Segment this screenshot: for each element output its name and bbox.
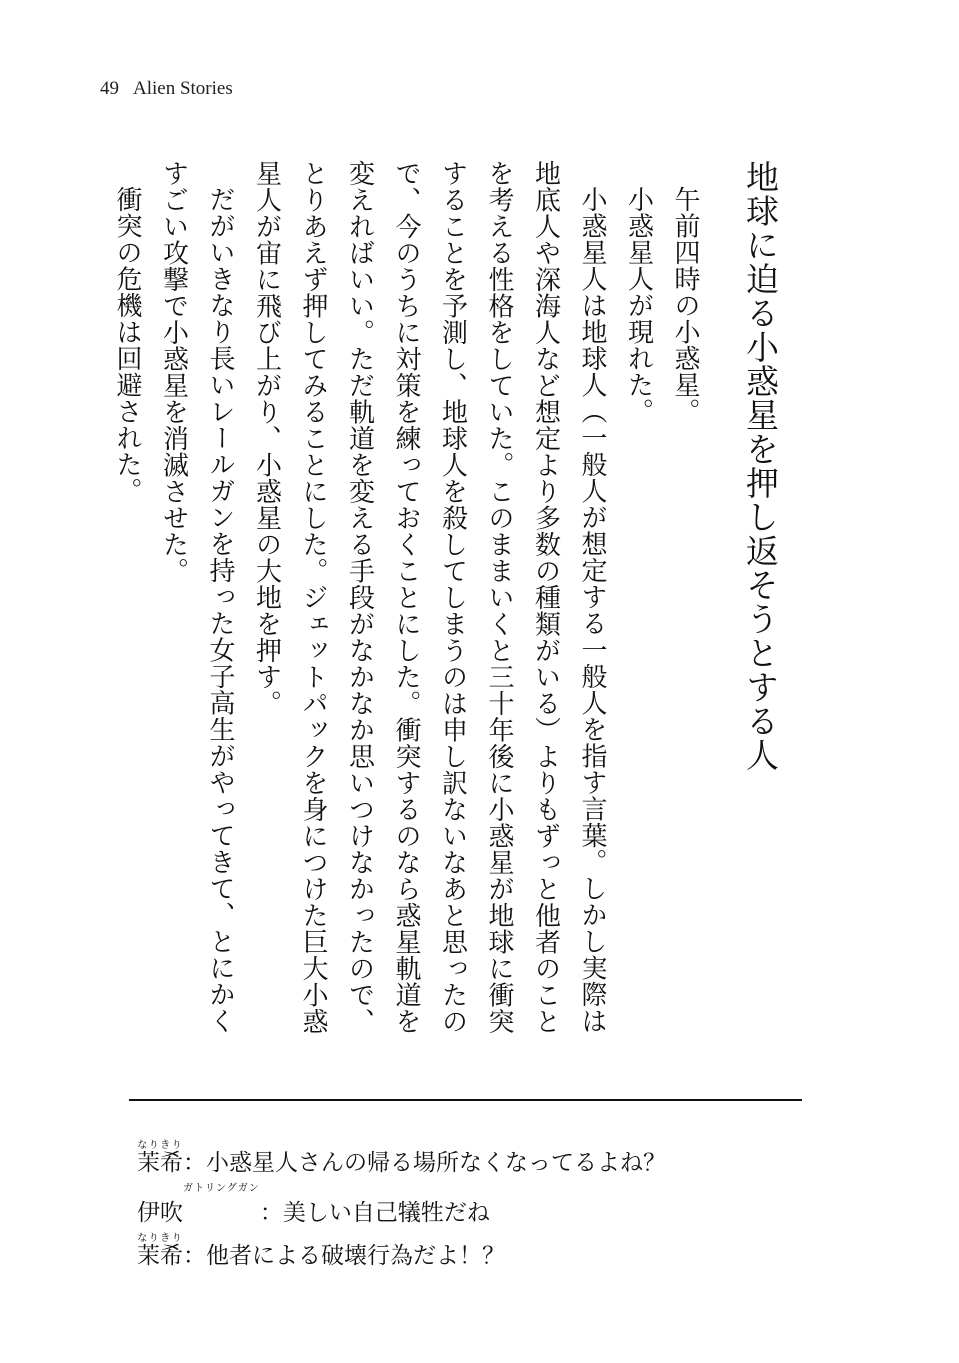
speaker-name: 茉希なりきり bbox=[137, 1140, 183, 1176]
dialogue-text: ：小惑星人さんの帰る場所なくなってるよね？ bbox=[183, 1150, 666, 1176]
chapter-title: 地球に迫る小惑星を押し返そうとする人 bbox=[741, 160, 780, 772]
paragraph: 午前四時の小惑星。 bbox=[670, 186, 700, 425]
dialogue-line bbox=[137, 1233, 837, 1276]
dialogue-section bbox=[137, 1140, 837, 1276]
main-text-vertical bbox=[100, 160, 790, 1060]
section-divider bbox=[129, 1099, 802, 1101]
speaker-ruby: なりきり bbox=[137, 1233, 183, 1244]
speaker-ruby: なりきり bbox=[137, 1140, 183, 1151]
speaker-name: 伊吹ガトリングガン bbox=[137, 1183, 260, 1226]
paragraph: だがいきなり長いレールガンを持った女子高生がやってきて、とにかくすごい攻撃で小惑星を消滅させた。 bbox=[158, 160, 235, 1034]
dialogue-line bbox=[137, 1183, 837, 1233]
dialogue-text: ：他者による破壊行為だよ！？ bbox=[183, 1243, 505, 1269]
speaker-ruby: ガトリングガン bbox=[183, 1183, 260, 1194]
book-title: Alien Stories bbox=[133, 78, 233, 99]
paragraph: 衝突の危機は回避された。 bbox=[112, 186, 142, 504]
page-number: 49 bbox=[100, 78, 119, 99]
speaker-name: 茉希なりきり bbox=[137, 1233, 183, 1269]
dialogue-line bbox=[137, 1140, 837, 1183]
paragraph: 小惑星人は地球人（一般人が想定する一般人を指す言葉。しかし実際は地底人や深海人など想定より多数の種類がいる）よりもずっと他者のことを考える性格をしていた。このままいくと三十年後に小惑星が地球に衝突することを予測し、地球人を殺してしまうのは申し訳ないなあと思ったので、今のうちに対策を練っておくことにした。衝突するのなら惑星軌道を変えればいい。ただ軌道を変える手段がなかなか思いつけなかったので、とりあえず押してみることにした。ジェットパックを身につけた巨大小惑星人が宙に飛び上がり、小惑星の大地を押す。 bbox=[251, 160, 607, 1035]
dialogue-text: ：美しい自己犠牲だね bbox=[259, 1200, 490, 1226]
page-header bbox=[100, 78, 233, 100]
paragraph: 小惑星人が現れた。 bbox=[623, 186, 654, 425]
